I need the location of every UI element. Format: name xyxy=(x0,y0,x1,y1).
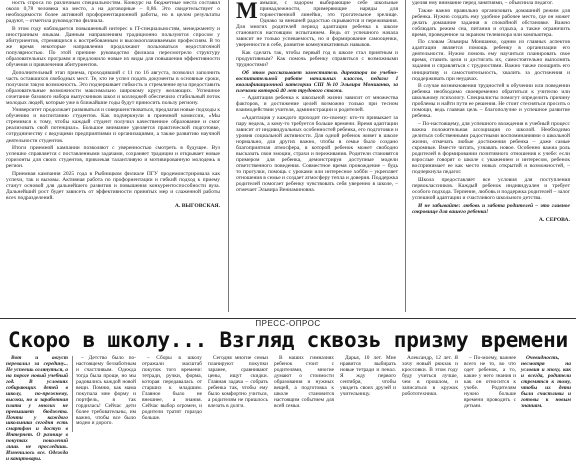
column-divider xyxy=(228,0,229,312)
paragraph: Как сделать так, чтобы первый год в школе стал приятным и продуктивным? Как помочь ребенку справиться с возможными трудностями? xyxy=(236,49,398,68)
paragraph: уделяя ему внимание перед занятиями, – объяснила педагог. xyxy=(412,0,553,6)
answer-text: Дарья, 10 лет. Мне нравится выбирать новые тетради и пенал. Я жду первого сентября, чтобы увидеть своих друзей и учительницу. xyxy=(340,355,396,397)
paragraph: – По-настоящему, для успешного вхождения в учебный процесс важна положительная ассоциация со школой. Необходимо делиться собственными радостными воспоминаниями о школьной жизни, отмечать любые достижения ребенка – даже самые скромные. Вместе читать, узнавать новое. Особенно важна роль родителей в формировании позитивного отношения к учебе: если взрослые говорят о школе с уважением и интересом, ребенок воспринимает ее как место новых открытий и возможностей, – подчеркнула педагог. xyxy=(412,120,570,176)
survey-column xyxy=(76,356,136,432)
survey-column xyxy=(464,356,516,432)
answer-text: Очевидность, несмотря на условия и эпоху, как и всегда, родители стремятся к тому, чтобы их дети были счастливы и готовы к новым знаниям. xyxy=(521,355,571,409)
answer-text: В наших гимназиях ребенок стоит с родителями, многие думают о стоимости образования и нужных вещей, а подготовка к школе становится настоящим событием для всей семьи. xyxy=(274,355,334,409)
survey-column xyxy=(340,356,396,432)
headline: Скоро в школу... Взгляд сквозь призму времени xyxy=(8,328,568,352)
answer-text: Александр, 12 лет. Я хочу новый рюкзак и кроссовки. В этом году буду учиться лучше, чем в прошлом, и записаться в кружок робототехники. xyxy=(402,355,458,397)
answer-text: Сегодня многие семьи планируют покупки заранее, сравнивают цены, ищут скидки. Главная задача – собрать ребенка так, чтобы ему было комфортно учиться, а родителям не пришлось влезать в долги. xyxy=(208,355,268,409)
section-rubric: ПРЕСС-ОПРОС xyxy=(255,319,321,328)
interview-intro: Об этом рассказывает заместитель директора по учебно-воспитательной работе начальных классов, педагог I квалификационной категории СШ №10 Эльвира Моншанко, за плечами которой 40 лет трудового стажа. xyxy=(236,69,398,94)
intro-text: Вот и август перевалил за середину... Не успеешь оглянуться, а на пороге новый учебный год. В условиях собирающих детей в школу, по-прежнему, высоки, но и заработная плата у многих не превышает бюджета. Почти у каждого школьника сегодня есть смартфон и доступ в Интернет. О разнице в покупках поколений лишь не проследишь. Изменилось все. Одежда и канцтовары. xyxy=(6,355,68,463)
paragraph: – Адаптация ребенка к школьной жизни зависит от множества факторов, и достижение целей возможно только при тесном взаимодействии учителя, администрации и родителей. xyxy=(236,95,398,114)
paragraph: амыши, с задором выбирающие себе школьные принадлежности, примеряющие наряды для торжественной линейки, это трогательное зрелище. Однако за внешней радостью скрываются и переживания. Для многих родителей период адаптации ребенка к школе становится настоящим испытанием. Ведь от успешного начала зависит не только успеваемость, но и формирование самооценки, уверенности в себе, развитие коммуникативных навыков. xyxy=(236,0,398,49)
paragraph: ность спроса по различным специальностям. Конкурс на бюджетные места составил около 0,78 человека на место, а на договорные – 0,86. Это свидетельствует о необходимости более активной профориентационной работы, но в целом результаты радуют, – отметила руководство филиала. xyxy=(6,0,220,25)
paragraph: Университет продолжает развиваться и совершенствоваться, предлагая новые подходы к обучению и воспитанию студентов. Как подчеркнули в приемной комиссии, «Мы стремимся к тому, чтобы каждый студент получил качественное образование и смог реализовать свой потенциал». Большое внимание уделяется практической подготовке, сотрудничеству с ведущими предприятиями и организациями, а также развитию научной деятельности студентов. xyxy=(6,107,220,144)
article-column-1 xyxy=(6,0,220,209)
paragraph: По словам Эльвиры Моншанко, одним из главных аспектов адаптации является помощь ребенку в организации его деятельности. Нужно помочь ему научиться планировать свое время, ставить цели и достигать их, самостоятельно выполнять задания и справляться с трудностями. Важно также поощрять его инициативу и самостоятельность, хвалить за достижения и поддерживать при неудачах. xyxy=(412,39,570,82)
drop-cap: М xyxy=(236,0,258,23)
author-signature: А. ВЫГОВСКАЯ. xyxy=(174,203,220,209)
survey-intro xyxy=(6,355,68,463)
paragraph: Дополнительный этап приема, проходивший с 11 по 16 августа, позволил заполнить часть оставшихся свободных мест. Те, кто не успел подать документы в основные сроки, получили такую возможность. Это подчеркивает гибкость и стремление вуза предоставить образовательные возможности максимально широкому кругу желающих. Успешное сочетание базового набора выпускников школ и колледжей обеспечило стабильный поток молодых людей, которые уже в ближайшие годы будут приносить пользу региону. xyxy=(6,69,220,106)
paragraph: Также важно правильно организовать домашний режим для ребенка. Нужно создать ему удобное рабочее место, где он может делать домашние задания в спокойной обстановке. Важно соблюдать режим сна, питания и отдыха, а также ограничить время, проведенное за экраном телевизора или компьютера. xyxy=(412,7,570,38)
article-column-3 xyxy=(412,0,570,223)
paragraph: Итоги приемной кампании позволяют с уверенностью смотреть в будущее. Вуз успешно справляется с поставленными задачами, сохраняет традиции и открывает новые горизонты для своих студентов, привлекая талантливую и мотивированную молодежь в регион. xyxy=(6,145,220,170)
survey-column xyxy=(142,356,202,432)
paragraph: «Адаптация у каждого проходит по-своему: кто-то привыкает за пару недель, а кому-то требуется больше времени. Время адаптации зависит от индивидуальных особенностей ребенка, его подготовки и уровня социальной активности. Для одной ребенок живет в школе нормально, для других важно, чтобы в семье было создано благоприятная атмосфера, в которой ребенок может свободно высказать свои эмоции, страхи и переживания. Родители становятся примером для ребенка, демонстрируя доступные модели ответственного поведения. Совместное время провождение – будь то прогулки, помощь с уроками или интересное хобби – укрепляет отношения в семье и создает атмосферу тепла и доверия. Поддержка родителей помогает ребенку чувствовать себя уверенно в школе, – отмечает Эльвира Вениаминовна. xyxy=(236,114,398,194)
paragraph: Школа предоставляет все условия для поступления первоклассников. Каждый ребенок индивидуален и требует особого подхода. Терпение, любовь и поддержка родителей – залог успешной адаптации и счастливого школьного детства. xyxy=(412,176,570,201)
column-divider xyxy=(72,356,73,432)
closing-line: И не забывайте: любовь и забота родителей – это главное сокровище для вашего ребенка! xyxy=(412,202,570,215)
paragraph: В случае возникновения трудностей в обучении или поведении ребенка необходимо своевременно обратиться к учителю или школьному психологу. Специалисты помогут определить причину проблемы и найти пути ее решения. Не стоит стесняться просить о помощи, ведь главная цель – благополучие и успешное развитие ребенка. xyxy=(412,83,570,120)
survey-section xyxy=(0,355,576,463)
survey-column xyxy=(402,356,458,432)
article-column-2 xyxy=(236,0,398,195)
survey-column xyxy=(274,356,334,432)
paragraph: В этом году наблюдается повышенный интерес к IT-специальностям, менеджменту и иностранным языкам. Данным направлениям традиционно пользуются спросом у абитуриентов, стремящихся к востребованным и высокооплачиваемым профессиям. В то же время некоторые направления продолжают пользоваться недостаточной популярностью. По этой причине руководство филиала пересмотрело структуру образовательных программ и предложило новые их виды для повышения эффективности обучения и привлечения абитуриентов. xyxy=(6,25,220,68)
survey-column xyxy=(208,356,268,432)
column-divider xyxy=(405,0,406,312)
paragraph: Приемная кампания 2025 года в Рыбницком филиале ПГУ продемонстрировала как успехи, так и вызовы. Активная работа по профориентации и гибкий подход к приему станут основой для дальнейшего развития и повышения конкурентоспособности вуза. Дальнейший рост будет зависеть от эффективности принятых мер и слаженной работы всех подразделений. xyxy=(6,170,220,201)
author-signature: А. СЕРОВА. xyxy=(538,216,570,223)
answer-text: – Сборы в школу отражали масштаб покупок того времени: тетради, ручки, форма, которая передавалась от старших к младшим. Главное было не внешнее, а знания. Сейчас выбор огромен, и родители тратят гораздо больше. xyxy=(142,355,202,421)
answer-text: – По-моему, важнее всего не то, во что одет ребенок, а то, какие у него знания и как он относится к учебе. Родителям нужно больше времени проводить с детьми. xyxy=(464,355,516,409)
survey-column xyxy=(521,356,571,432)
answer-text: – Детство было по-настоящему беззаботным и счастливым. Одежда тогда была проще, но мы радовались каждой новой вещи. Помню, как мама покупала мне форму и портфель, я так гордилась! Сейчас дети более требовательны, им важно, чтобы все было модно и дорого. xyxy=(76,355,136,427)
